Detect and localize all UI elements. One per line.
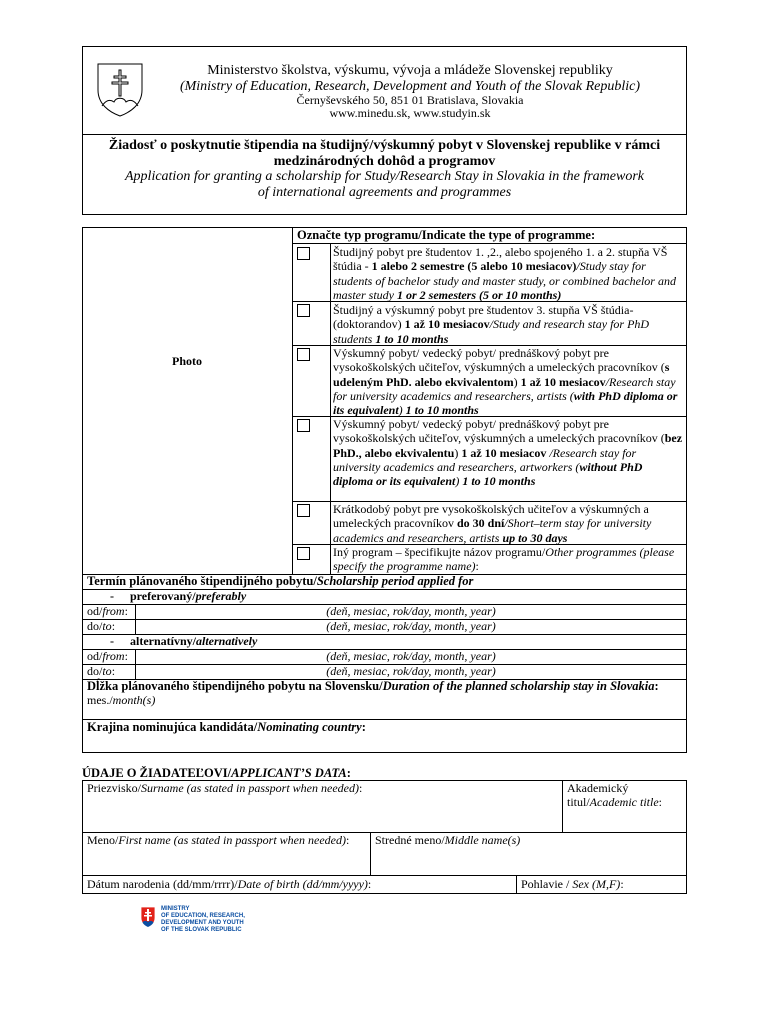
form-title-en-1: Application for granting a scholarship for Study/Research Stay in Slovakia in the framework	[125, 169, 644, 184]
applicant-col-1	[562, 780, 563, 832]
programme-option-2	[333, 303, 683, 346]
ministry-name-sk: Ministerstvo školstva, výskumu, vývoja a mládeže Slovenskej republiky	[207, 63, 613, 78]
programme-option-3-text-6: with PhD diploma or its equivalent	[333, 388, 678, 418]
photo-column-divider	[292, 227, 293, 574]
programme-option-3-text-7: )	[398, 403, 406, 418]
preferred-from-field[interactable]: (deň, mesiac, rok/day, month, year)	[326, 604, 496, 618]
applicant-col-2	[370, 832, 371, 875]
programme-option-1-text-4: 1 or 2 semesters (5 or 10 months)	[397, 287, 562, 302]
photo-placeholder[interactable]: Photo	[172, 354, 202, 368]
programme-option-4-text-8: 1 to 10 months	[462, 474, 536, 489]
programme-option-4-text-3: )	[454, 445, 462, 460]
programme-checkbox-1[interactable]	[297, 247, 310, 260]
programme-option-1-text-2: 1 alebo 2 semestre (5 alebo 10 mesiacov)	[371, 259, 577, 274]
period-heading: Termín plánovaného štipendijného pobytu/Scholarship period applied for	[87, 574, 474, 588]
programme-heading-rule	[292, 243, 687, 244]
programme-option-3-text-1: Výskumný pobyt/ vedecký pobyt/ prednáškový pobyt pre vysokoškolských učiteľov, výskumných a umeleckých pracovníkov (	[333, 346, 665, 375]
duration-months-field[interactable]: mes./month(s)	[87, 693, 156, 707]
programme-option-2-text-4: 1 to 10 months	[375, 331, 449, 346]
programme-option-5	[333, 502, 683, 545]
nominating-country-field[interactable]: Krajina nominujúca kandidáta/Nominating country:	[87, 720, 366, 734]
academic-title-field[interactable]: Akademický titul/Academic title:	[567, 781, 662, 809]
header-divider	[82, 134, 687, 135]
preferred-label: - preferovaný/preferably	[110, 589, 247, 603]
programme-option-3-text-2: s udeleným PhD. alebo ekvivalentom	[333, 360, 670, 389]
sex-field[interactable]: Pohlavie / Sex (M,F):	[521, 877, 624, 891]
programme-option-5-text-2: do 30 dní	[456, 516, 505, 531]
programme-option-3-text-4: 1 až 10 mesiacov	[520, 374, 606, 389]
programme-option-4-text-4: 1 až 10 mesiacov	[461, 445, 547, 460]
programme-option-4	[333, 417, 683, 488]
alternative-from-label: od/from:	[87, 649, 128, 663]
ministry-address: Černyševského 50, 851 01 Bratislava, Slovakia	[296, 93, 524, 107]
programme-option-4-text-5: /Research stay for university academics and researchers, artworkers (	[333, 445, 637, 474]
programme-option-1	[333, 245, 683, 302]
surname-field[interactable]: Priezvisko/Surname (as stated in passport when needed):	[87, 781, 363, 795]
alternative-from-field[interactable]: (deň, mesiac, rok/day, month, year)	[326, 649, 496, 663]
programme-option-1-text-3: /Study stay for students of bachelor study and master study, or combined bachelor and master study	[333, 259, 676, 302]
coat-of-arms-icon	[95, 62, 145, 118]
preferred-to-label: do/to:	[87, 619, 116, 633]
programme-checkbox-2[interactable]	[297, 304, 310, 317]
preferred-from-label: od/from:	[87, 604, 128, 618]
programme-checkbox-3[interactable]	[297, 348, 310, 361]
programme-option-1-text-1: Študijný pobyt pre študentov 1. ,2., alebo spojeného 1. a 2. stupňa VŠ štúdia -	[333, 245, 668, 274]
programme-option-4-text-7: )	[455, 474, 463, 489]
first-name-field[interactable]: Meno/First name (as stated in passport when needed):	[87, 833, 350, 847]
alternative-label: - alternatívny/alternatively	[110, 634, 258, 648]
programme-option-6-text-2: Other programmes (please specify the programme name)	[333, 545, 675, 574]
programme-option-5-text-1: Krátkodobý pobyt pre vysokoškolských učiteľov a výskumných a umeleckých pracovníkov	[333, 502, 649, 531]
applicant-data-heading: ÚDAJE O ŽIADATEĽOVI/APPLICANT’S DATA:	[82, 766, 351, 780]
slovak-flag-shield-icon	[140, 906, 156, 928]
programme-option-4-text-1: Výskumný pobyt/ vedecký pobyt/ prednáškový pobyt pre vysokoškolských učiteľov, výskumných a umeleckých pracovníkov (	[333, 417, 665, 446]
preferred-to-field[interactable]: (deň, mesiac, rok/day, month, year)	[326, 619, 496, 633]
alternative-to-field[interactable]: (deň, mesiac, rok/day, month, year)	[326, 664, 496, 678]
duration-label: Dĺžka plánovaného štipendijného pobytu na Slovensku/Duration of the planned scholarship stay in Slovakia:	[87, 679, 659, 693]
programme-type-heading: Označte typ programu/Indicate the type of programme:	[297, 228, 596, 242]
ministry-web: www.minedu.sk, www.studyin.sk	[329, 106, 491, 120]
programme-option-3-text-5: /Research stay for university academics and researchers, artists (	[333, 374, 676, 403]
ministry-name-en: (Ministry of Education, Research, Development and Youth of the Slovak Republic)	[179, 79, 641, 94]
programme-checkbox-4[interactable]	[297, 419, 310, 432]
footer-ministry-logo-text: MINISTRY OF EDUCATION, RESEARCH, DEVELOPMENT AND YOUTH OF THE SLOVAK REPUBLIC	[161, 906, 245, 933]
programme-option-3	[333, 346, 683, 417]
programme-option-6-text-1: Iný program – špecifikujte názov programu/	[333, 545, 546, 559]
form-title-sk-2: medzinárodných dohôd a programov	[273, 154, 496, 169]
programme-option-2-text-2: 1 až 10 mesiacov	[404, 317, 490, 332]
programme-option-2-text-1: Študijný a výskumný pobyt pre študentov 3. stupňa VŠ štúdia-(doktorandov)	[333, 303, 634, 332]
programme-option-2-text-3: /Study and research stay for PhD students	[333, 317, 650, 346]
programme-option-5-text-3: /Short–term stay for university academics and researchers, artists	[333, 516, 652, 545]
programme-option-6-text-3: :	[475, 559, 479, 574]
programme-option-4-text-6: without PhD diploma or its equivalent	[333, 459, 643, 489]
programme-option-3-text-8: 1 to 10 months	[405, 403, 479, 418]
programme-checkbox-5[interactable]	[297, 504, 310, 517]
alternative-to-label: do/to:	[87, 664, 116, 678]
form-title-sk-1: Žiadosť o poskytnutie štipendia na študijný/výskumný pobyt v Slovenskej republike v rámci	[108, 138, 661, 153]
form-title-en-2: of international agreements and programmes	[257, 185, 512, 200]
checkbox-column-divider	[330, 243, 331, 574]
programme-checkbox-6[interactable]	[297, 547, 310, 560]
applicant-col-3	[516, 875, 517, 894]
programme-option-5-text-4: up to 30 days	[502, 530, 568, 545]
programme-option-3-text-3: )	[513, 374, 521, 389]
applicant-rule-2	[82, 875, 687, 876]
date-of-birth-field[interactable]: Dátum narodenia (dd/mm/rrrr)/Date of birth (dd/mm/yyyy):	[87, 877, 372, 891]
programme-option-6	[333, 545, 683, 574]
middle-name-field[interactable]: Stredné meno/Middle name(s)	[375, 833, 521, 847]
programme-option-4-text-2: bez PhD., alebo ekvivalentu	[333, 431, 683, 460]
